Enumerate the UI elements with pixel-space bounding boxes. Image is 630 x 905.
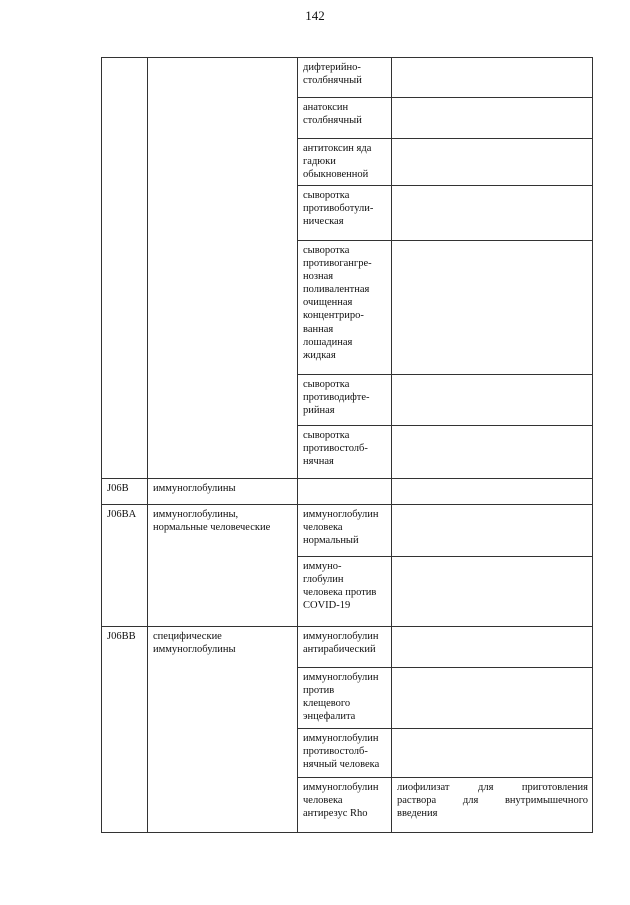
form-cell-empty xyxy=(391,97,593,139)
form-cell-empty xyxy=(391,240,593,375)
item-cell: иммуноглобулин антирабический xyxy=(297,626,392,668)
atc-code-cell: J06B xyxy=(101,478,148,505)
item-cell-empty xyxy=(297,478,392,505)
item-cell: иммуноглобулин против клещевого энцефалита xyxy=(297,667,392,729)
form-cell-empty xyxy=(391,138,593,186)
code-cell-empty xyxy=(101,57,148,479)
group-name-cell: специфические иммуноглобулины xyxy=(147,626,298,833)
form-cell-empty xyxy=(391,478,593,505)
atc-code-cell: J06BB xyxy=(101,626,148,833)
group-name-cell: иммуноглобулины, нормальные человеческие xyxy=(147,504,298,627)
dosage-form-cell: лиофилизат для приготовления раствора для внутримышечного введения xyxy=(391,777,593,833)
item-cell: иммуноглобулин человека нормальный xyxy=(297,504,392,557)
item-cell: дифтерийно- столбнячный xyxy=(297,57,392,98)
atc-code-cell: J06BA xyxy=(101,504,148,627)
form-cell-empty xyxy=(391,374,593,426)
item-cell: иммуноглобулин противостолб- нячный человека xyxy=(297,728,392,778)
form-cell-empty xyxy=(391,667,593,729)
item-cell: сыворотка противодифте- рийная xyxy=(297,374,392,426)
form-cell-empty xyxy=(391,626,593,668)
group-name-cell: иммуноглобулины xyxy=(147,478,298,505)
form-cell-empty xyxy=(391,185,593,241)
item-cell: иммуно- глобулин человека против COVID-19 xyxy=(297,556,392,627)
item-cell: сыворотка противостолб- нячная xyxy=(297,425,392,479)
item-cell: антитоксин яда гадюки обыкновенной xyxy=(297,138,392,186)
form-cell-empty xyxy=(391,728,593,778)
form-cell-empty xyxy=(391,425,593,479)
group-cell-empty xyxy=(147,57,298,479)
form-cell-empty xyxy=(391,57,593,98)
item-cell: сыворотка противогангре- нозная поливалентная очищенная концентриро- ванная лошадиная жидкая xyxy=(297,240,392,375)
item-cell: сыворотка противоботули- ническая xyxy=(297,185,392,241)
page-number: 142 xyxy=(305,8,325,23)
form-cell-empty xyxy=(391,556,593,627)
item-cell: иммуноглобулин человека антирезус Rho xyxy=(297,777,392,833)
item-cell: анатоксин столбнячный xyxy=(297,97,392,139)
form-cell-empty xyxy=(391,504,593,557)
